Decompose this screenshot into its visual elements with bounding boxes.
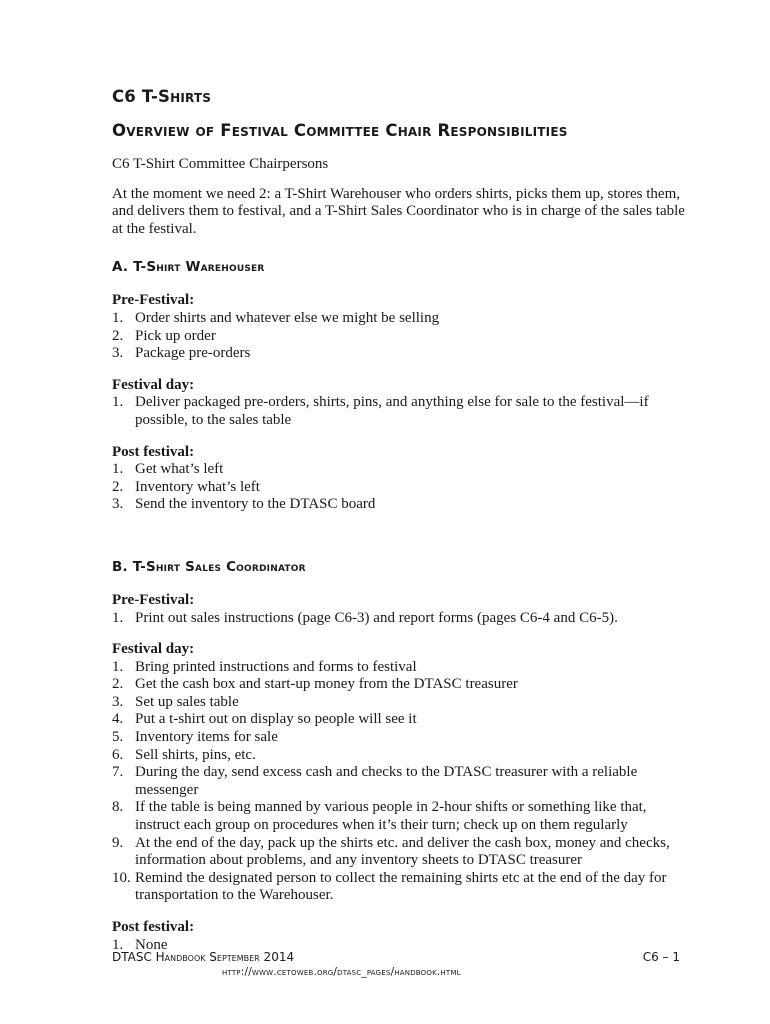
pre-festival-list bbox=[112, 310, 692, 363]
post-festival-list bbox=[112, 461, 692, 514]
intro-paragraph: At the moment we need 2: a T-Shirt Warehouser who orders shirts, picks them up, stores them, and delivers them to festival, and a T-Shirt Sales Coordinator who is in charge of the sales table at the festival. bbox=[112, 185, 685, 237]
document-page bbox=[112, 86, 692, 954]
festival-day-label: Festival day: bbox=[112, 376, 195, 393]
pre-festival-list bbox=[112, 610, 692, 628]
festival-day-label: Festival day: bbox=[112, 641, 195, 658]
intro-line: C6 T-Shirt Committee Chairpersons bbox=[112, 156, 329, 172]
list-item: 3. Package pre-orders bbox=[112, 345, 251, 362]
list-item: 2. Pick up order bbox=[112, 327, 216, 344]
list-item: 9. At the end of the day, pack up the shirts etc. and deliver the cash box, money and checks, information about problems, and any inventory sheets to DTASC treasurer bbox=[112, 834, 670, 869]
pre-festival-label: Pre-Festival: bbox=[112, 292, 195, 309]
list-item: 3. Set up sales table bbox=[112, 693, 239, 710]
page-subtitle: Overview of Festival Committee Chair Responsibilities bbox=[112, 121, 568, 140]
list-item: 2. Inventory what’s left bbox=[112, 478, 260, 495]
list-item: 1. Print out sales instructions (page C6-3) and report forms (pages C6-4 and C6-5). bbox=[112, 609, 618, 626]
footer-url: http://www.cetoweb.org/dtasc_pages/handbook.html bbox=[222, 966, 461, 978]
list-item: 8. If the table is being manned by various people in 2-hour shifts or something like that, instruct each group on procedures when it’s their turn; check up on them regularly bbox=[112, 799, 647, 834]
pre-festival-label: Pre-Festival: bbox=[112, 591, 195, 608]
section-a-festival-day bbox=[112, 377, 692, 430]
section-b-heading: B. T-Shirt Sales Coordinator bbox=[112, 558, 306, 575]
list-item: 1. Order shirts and whatever else we might be selling bbox=[112, 309, 440, 326]
list-item: 1. Get what’s left bbox=[112, 461, 224, 478]
list-item: 1. None bbox=[112, 936, 168, 953]
page-title: C6 T-Shirts bbox=[112, 87, 212, 106]
section-b-pre-festival bbox=[112, 592, 692, 627]
footer-handbook-label: DTASC Handbook September 2014 bbox=[112, 950, 295, 964]
section-b-festival-day bbox=[112, 641, 692, 905]
post-festival-label: Post festival: bbox=[112, 919, 195, 935]
festival-day-list bbox=[112, 659, 692, 905]
list-item: 1. Deliver packaged pre-orders, shirts, pins, and anything else for sale to the festival—if possible, to the sales table bbox=[112, 394, 649, 428]
section-a-post-festival bbox=[112, 444, 692, 514]
post-festival-label: Post festival: bbox=[112, 443, 195, 460]
section-a-pre-festival bbox=[112, 292, 692, 362]
list-item: 7. During the day, send excess cash and checks to the DTASC treasurer with a reliable messenger bbox=[112, 764, 638, 798]
section-b-post-festival bbox=[112, 919, 692, 954]
section-a-heading: A. T-Shirt Warehouser bbox=[112, 259, 265, 276]
list-item: 10. Remind the designated person to collect the remaining shirts etc at the end of the day for transportation to the Warehouser. bbox=[112, 869, 667, 904]
list-item: 5. Inventory items for sale bbox=[112, 729, 278, 746]
list-item: 4. Put a t-shirt out on display so people will see it bbox=[112, 711, 417, 728]
footer-page-number: C6 – 1 bbox=[642, 950, 680, 964]
list-item: 6. Sell shirts, pins, etc. bbox=[112, 746, 256, 763]
festival-day-list bbox=[112, 394, 692, 429]
list-item: 1. Bring printed instructions and forms to festival bbox=[112, 658, 417, 675]
list-item: 2. Get the cash box and start-up money from the DTASC treasurer bbox=[112, 676, 518, 693]
list-item: 3. Send the inventory to the DTASC board bbox=[112, 496, 376, 513]
